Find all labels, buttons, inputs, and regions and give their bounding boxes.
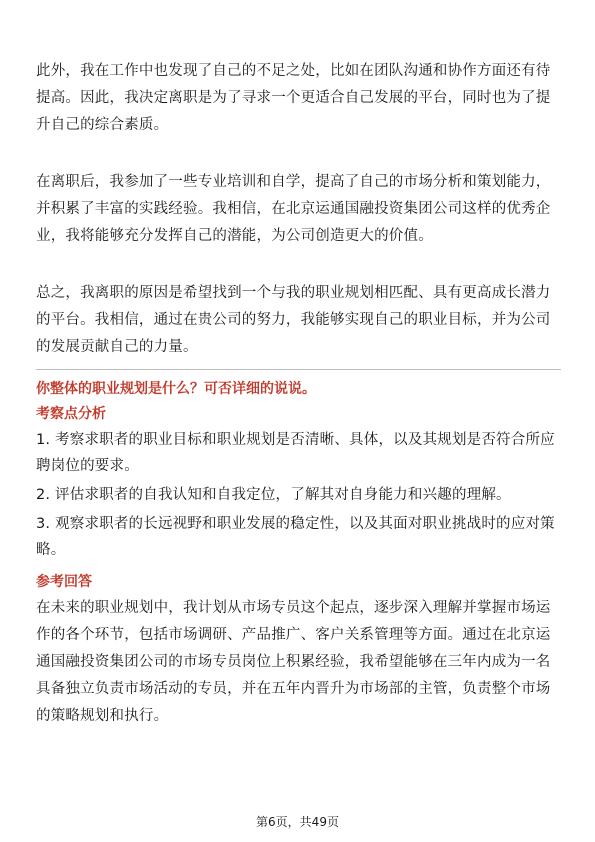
analysis-heading: 考察点分析	[36, 406, 106, 422]
list-item: 2. 评估求职者的自我认知和自我定位，了解其对自身能力和兴趣的理解。	[36, 487, 511, 503]
document-body	[36, 58, 561, 730]
paragraph-training: 在离职后，我参加了一些专业培训和自学，提高了自己的市场分析和策划能力，并积累了丰富的实践经验。我相信，在北京运通国融投资集团公司这样的优秀企业，我将能够充分发挥自己的潜能，为公司创造更大的价值。	[36, 174, 551, 244]
section-divider	[36, 369, 561, 370]
paragraph-summary: 总之，我离职的原因是希望找到一个与我的职业规划相匹配、具有更高成长潜力的平台。我相信，通过在贵公司的努力，我能够实现自己的职业目标，并为公司的发展贡献自己的力量。	[36, 285, 551, 355]
reference-answer-text: 在未来的职业规划中，我计划从市场专员这个起点，逐步深入理解并掌握市场运作的各个环节，包括市场调研、产品推广、客户关系管理等方面。通过在北京运通国融投资集团公司的市场专员岗位上积累经验，我希望能够在三年内成为一名具备独立负责市场活动的专员，并在五年内晋升为市场部的主管，负责整个市场的策略规划和执行。	[36, 600, 551, 724]
reference-answer-heading: 参考回答	[36, 574, 92, 590]
list-item: 1. 考察求职者的职业目标和职业规划是否清晰、具体，以及其规划是否符合所应聘岗位的要求。	[36, 432, 555, 474]
paragraph-shortcomings: 此外，我在工作中也发现了自己的不足之处，比如在团队沟通和协作方面还有待提高。因此，我决定离职是为了寻求一个更适合自己发展的平台，同时也为了提升自己的综合素质。	[36, 63, 551, 133]
page-number: 第6页，共49页	[256, 815, 339, 829]
list-item: 3. 观察求职者的长远视野和职业发展的稳定性，以及其面对职业挑战时的应对策略。	[36, 516, 555, 558]
interview-question: 你整体的职业规划是什么？可否详细的说说。	[36, 381, 316, 397]
analysis-list	[36, 427, 561, 563]
